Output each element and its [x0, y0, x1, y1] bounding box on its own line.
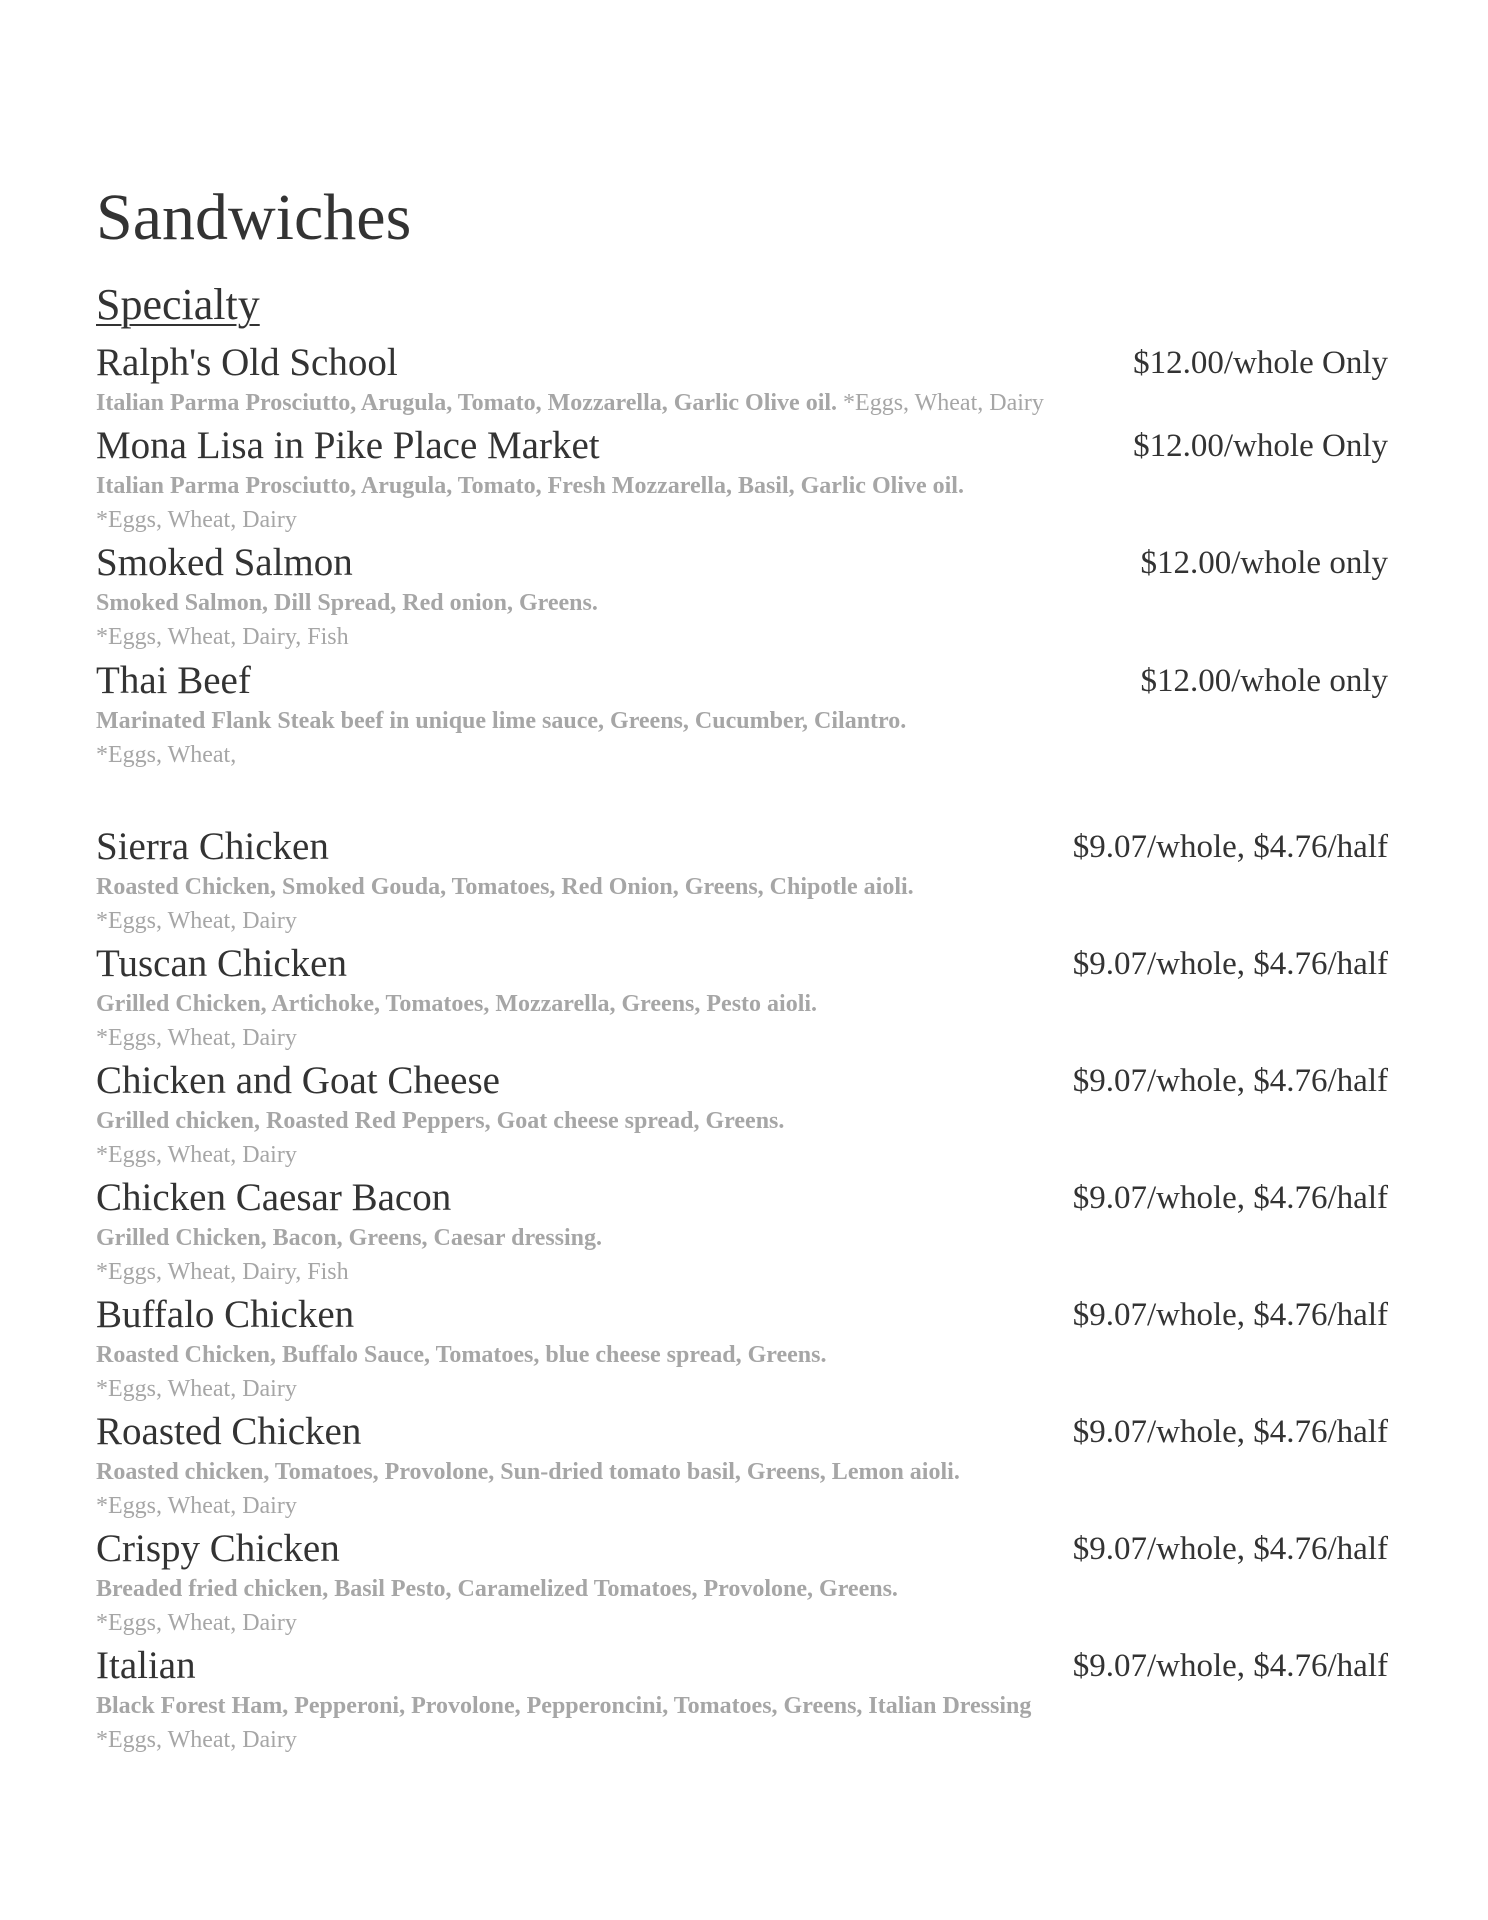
- item-allergens: *Eggs, Wheat, Dairy: [96, 507, 297, 533]
- item-allergens: *Eggs, Wheat, Dairy, Fish: [96, 624, 349, 650]
- menu-item: [96, 423, 1388, 537]
- item-price: $9.07/whole, $4.76/half: [1072, 946, 1388, 982]
- item-allergens: *Eggs, Wheat, Dairy: [96, 1376, 297, 1402]
- item-name: Thai Beef: [96, 659, 251, 702]
- item-description: Roasted Chicken, Buffalo Sauce, Tomatoes, blue cheese spread, Greens.: [96, 1342, 827, 1368]
- item-description: Black Forest Ham, Pepperoni, Provolone, Pepperoncini, Tomatoes, Greens, Italian Dressing: [96, 1693, 1032, 1719]
- item-price: $9.07/whole, $4.76/half: [1072, 1297, 1388, 1333]
- item-name: Ralph's Old School: [96, 341, 398, 384]
- item-description: Roasted Chicken, Smoked Gouda, Tomatoes, Red Onion, Greens, Chipotle aioli.: [96, 874, 914, 900]
- menu-item: [96, 941, 1388, 1055]
- item-description: Italian Parma Prosciutto, Arugula, Tomato, Mozzarella, Garlic Olive oil.: [96, 390, 838, 416]
- menu-item: [96, 1292, 1388, 1406]
- item-price: $9.07/whole, $4.76/half: [1072, 1414, 1388, 1450]
- menu-item: [96, 1643, 1388, 1757]
- menu-item: [96, 1175, 1388, 1289]
- item-allergens: *Eggs, Wheat, Dairy: [96, 908, 297, 934]
- item-allergens: *Eggs, Wheat,: [96, 742, 237, 768]
- item-price: $9.07/whole, $4.76/half: [1072, 1648, 1388, 1684]
- item-allergens: *Eggs, Wheat, Dairy: [96, 1610, 297, 1636]
- item-price: $9.07/whole, $4.76/half: [1072, 1063, 1388, 1099]
- item-price: $12.00/whole only: [1140, 545, 1388, 581]
- item-price: $9.07/whole, $4.76/half: [1072, 1180, 1388, 1216]
- item-allergens: *Eggs, Wheat, Dairy: [96, 1493, 297, 1519]
- item-allergens: *Eggs, Wheat, Dairy: [96, 1727, 297, 1753]
- item-allergens: *Eggs, Wheat, Dairy: [843, 390, 1044, 416]
- item-description: Marinated Flank Steak beef in unique lime sauce, Greens, Cucumber, Cilantro.: [96, 708, 907, 734]
- item-description: Smoked Salmon, Dill Spread, Red onion, Greens.: [96, 590, 598, 616]
- menu-item: [96, 340, 1388, 420]
- item-allergens: *Eggs, Wheat, Dairy: [96, 1142, 297, 1168]
- item-price: $9.07/whole, $4.76/half: [1072, 1531, 1388, 1567]
- item-allergens: *Eggs, Wheat, Dairy, Fish: [96, 1259, 349, 1285]
- item-name: Roasted Chicken: [96, 1410, 362, 1453]
- item-name: Smoked Salmon: [96, 541, 353, 584]
- item-description: Grilled Chicken, Bacon, Greens, Caesar dressing.: [96, 1225, 603, 1251]
- item-name: Tuscan Chicken: [96, 942, 347, 985]
- item-name: Crispy Chicken: [96, 1527, 340, 1570]
- item-allergens: *Eggs, Wheat, Dairy: [96, 1025, 297, 1051]
- item-description: Breaded fried chicken, Basil Pesto, Caramelized Tomatoes, Provolone, Greens.: [96, 1576, 898, 1602]
- menu-item: [96, 658, 1388, 772]
- item-name: Italian: [96, 1644, 196, 1687]
- item-description: Grilled Chicken, Artichoke, Tomatoes, Mozzarella, Greens, Pesto aioli.: [96, 991, 818, 1017]
- page-title: Sandwiches: [96, 181, 412, 254]
- item-description: Roasted chicken, Tomatoes, Provolone, Sun-dried tomato basil, Greens, Lemon aioli.: [96, 1459, 960, 1485]
- item-price: $9.07/whole, $4.76/half: [1072, 829, 1388, 865]
- item-price: $12.00/whole Only: [1133, 345, 1388, 381]
- item-name: Chicken Caesar Bacon: [96, 1176, 452, 1219]
- item-name: Chicken and Goat Cheese: [96, 1059, 500, 1102]
- item-price: $12.00/whole Only: [1133, 428, 1388, 464]
- section-heading-specialty: Specialty: [96, 280, 260, 329]
- item-price: $12.00/whole only: [1140, 663, 1388, 699]
- item-description: Grilled chicken, Roasted Red Peppers, Goat cheese spread, Greens.: [96, 1108, 785, 1134]
- item-name: Buffalo Chicken: [96, 1293, 355, 1336]
- item-name: Mona Lisa in Pike Place Market: [96, 424, 600, 467]
- menu-item: [96, 540, 1388, 654]
- menu-item: [96, 1526, 1388, 1640]
- item-description: Italian Parma Prosciutto, Arugula, Tomato, Fresh Mozzarella, Basil, Garlic Olive oil.: [96, 473, 964, 499]
- item-name: Sierra Chicken: [96, 825, 329, 868]
- menu-item: [96, 1058, 1388, 1172]
- menu-item: [96, 1409, 1388, 1523]
- menu-item: [96, 824, 1388, 938]
